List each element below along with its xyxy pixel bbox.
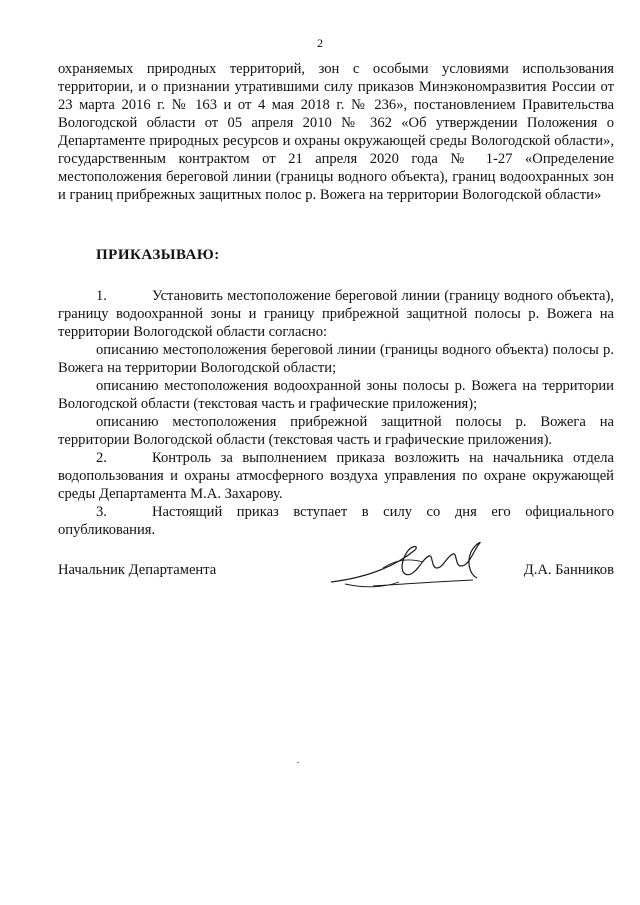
signature-block bbox=[58, 560, 614, 590]
order-item-text: описанию местоположения прибрежной защитной полосы р. Вожега на территории Вологодской области (текстовая часть и графические приложения). bbox=[58, 414, 614, 448]
order-item-text: Настоящий приказ вступает в силу со дня его официального опубликования. bbox=[58, 504, 614, 538]
intro-paragraph: охраняемых природных территорий, зон с особыми условиями использования территории, и о признании утратившими силу приказов Минэкономразвития России от 23 марта 2016 г. № 163 и от 4 мая 2018 г. № 236», постановлением Правительства Вологодской области от 05 апреля 2010 № 362 «Об утверждении Положения о Департаменте природных ресурсов и охраны окружающей среды Вологодской области», государственным контрактом от 21 апреля 2020 года № 1-27 «Определение местоположения береговой линии (границы водного объекта), границ водоохранных зон и границ прибрежных защитных полос р. Вожега на территории Вологодской области» bbox=[58, 61, 614, 203]
order-item-text: описанию местоположения береговой линии (границы водного объекта) полосы р. Вожега на территории Вологодской области; bbox=[58, 342, 614, 376]
order-item-number: 3. bbox=[96, 504, 107, 520]
order-subitem-water-protection-zone bbox=[58, 377, 614, 413]
order-heading: ПРИКАЗЫВАЮ: bbox=[96, 247, 220, 263]
order-item-number: 2. bbox=[96, 450, 107, 466]
scan-speck bbox=[297, 762, 299, 763]
order-item-text: описанию местоположения водоохранной зоны полосы р. Вожега на территории Вологодской области (текстовая часть и графические приложения); bbox=[58, 378, 614, 412]
signatory-title: Начальник Департамента bbox=[58, 562, 217, 578]
signatory-name: Д.А. Банников bbox=[523, 562, 614, 578]
order-subitem-coastal-strip bbox=[58, 413, 614, 449]
order-item-text: Установить местоположение береговой линии (границу водного объекта), границу водоохранной зоны и границу прибрежной защитной полосы р. Вожега на территории Вологодской области согласно: bbox=[58, 288, 614, 340]
order-item-3 bbox=[58, 503, 614, 539]
order-list bbox=[58, 287, 614, 539]
order-item-2 bbox=[58, 449, 614, 503]
handwritten-signature bbox=[323, 538, 488, 593]
order-item-1 bbox=[58, 287, 614, 341]
order-item-number: 1. bbox=[96, 288, 107, 304]
order-subitem-shoreline bbox=[58, 341, 614, 377]
page-number: 2 bbox=[317, 36, 323, 50]
order-item-text: Контроль за выполнением приказа возложить на начальника отдела водопользования и охраны атмосферного воздуха управления по охране окружающей среды Департамента М.А. Захарову. bbox=[58, 450, 614, 502]
